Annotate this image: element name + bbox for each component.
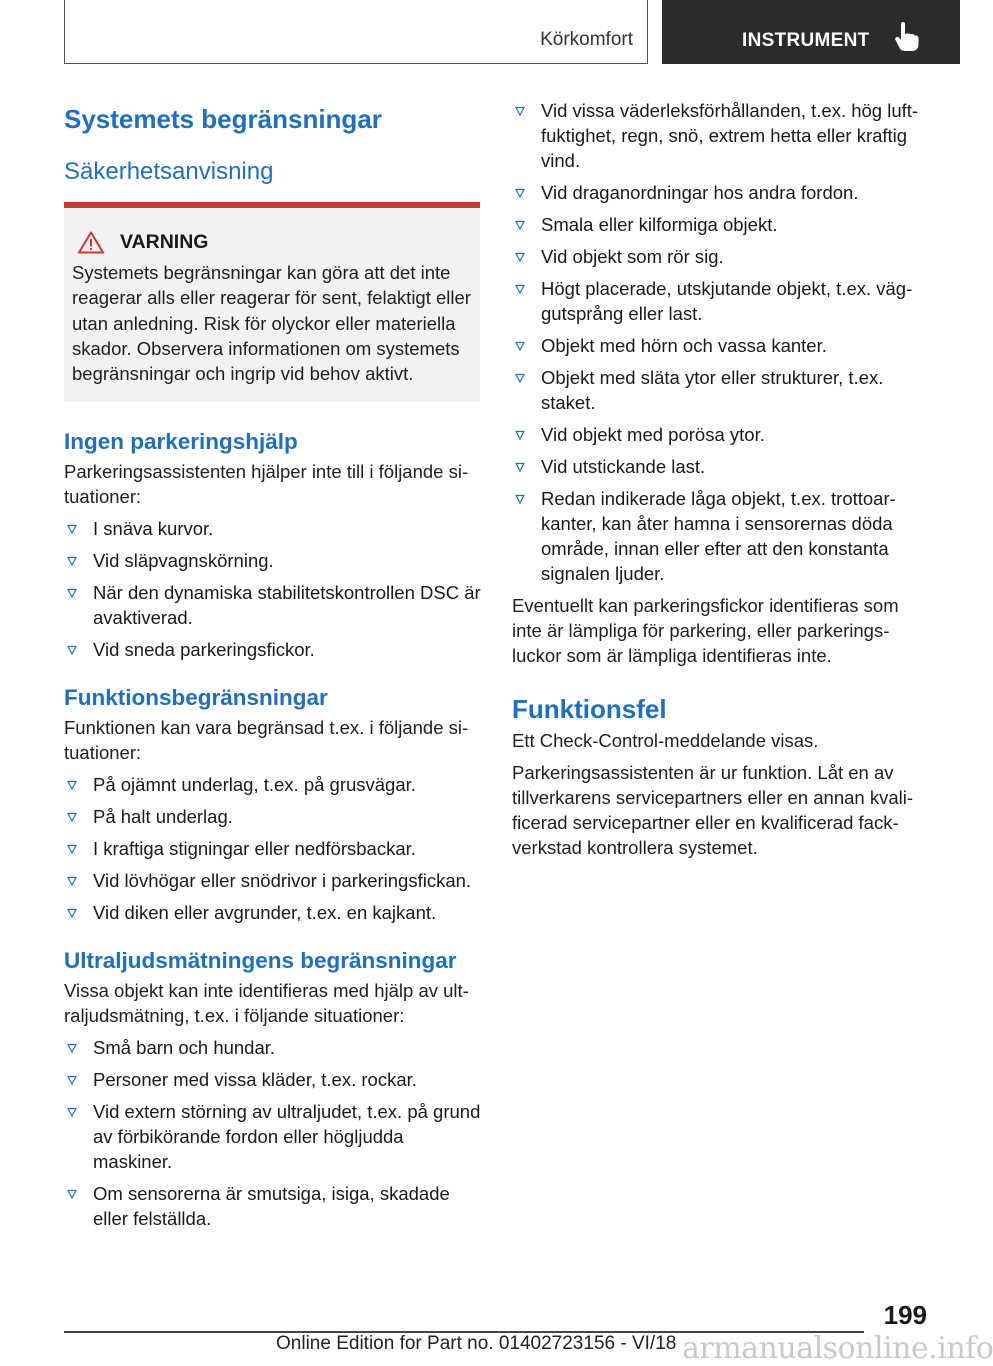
bullet-triangle-icon [67, 1107, 77, 1117]
section-heading-function-limits: Funktionsbegränsningar [64, 685, 328, 711]
list-function-limits [64, 772, 482, 925]
bullet-triangle-icon [67, 780, 77, 790]
malfunction-paragraph-1: Ett Check-Control-meddelande visas. [512, 730, 819, 751]
section-heading-malfunction: Funktionsfel [512, 694, 667, 724]
right-column [512, 98, 928, 860]
warning-label: VARNING [120, 230, 209, 253]
safety-subtitle: Säkerhetsanvisning [64, 158, 274, 185]
header-chapter-label: INSTRUMENT [742, 30, 870, 51]
bullet-triangle-icon [515, 284, 525, 294]
bullet-triangle-icon [515, 220, 525, 230]
bullet-triangle-icon [67, 556, 77, 566]
warning-triangle-icon [78, 231, 104, 254]
left-column [64, 100, 482, 1231]
list-item: Vid utstickande last. [512, 454, 928, 479]
footer-edition: Online Edition for Part no. 01402723156 - VI/18 [276, 1333, 677, 1354]
list-item: Objekt med hörn och vassa kanter. [512, 333, 928, 358]
header-section-label: Körkomfort [540, 29, 633, 50]
warning-text: Systemets begränsningar kan göra att det inte reagerar alls eller reagerar för sent, felaktigt eller utan anledning. Risk för olyckor eller materiella skador. Observera informationen om systemets begränsningar och ingrip vid behov aktivt. [72, 262, 471, 385]
list-item: Vid släpvagnskörning. [64, 548, 482, 573]
after-list-paragraph: Eventuellt kan parkeringsfickor identifieras som inte är lämpliga för parkering, eller parkeringsluckor som är lämpliga identifieras inte. [512, 595, 899, 666]
list-item: På halt underlag. [64, 804, 482, 829]
malfunction-paragraph-2: Parkeringsassistenten är ur funktion. Låt en av tillverkarens servicepartners eller en annan kvalificerad servicepartner eller en kvalificerad fackverkstad kontrollera systemet. [512, 762, 914, 858]
list-item: Vid objekt som rör sig. [512, 244, 928, 269]
bullet-triangle-icon [67, 1075, 77, 1085]
section-intro-function-limits: Funktionen kan vara begränsad t.ex. i följande situationer: [64, 717, 469, 764]
list-item: Vid diken eller avgrunder, t.ex. en kajkant. [64, 900, 482, 925]
bullet-triangle-icon [67, 588, 77, 598]
list-item: Vid extern störning av ultraljudet, t.ex. på grund av förbikörande fordon eller högljudda maskiner. [64, 1099, 482, 1174]
bullet-triangle-icon [67, 645, 77, 655]
list-item: Objekt med släta ytor eller strukturer, t.ex. staket. [512, 365, 928, 415]
bullet-triangle-icon [515, 430, 525, 440]
list-item: Personer med vissa kläder, t.ex. rockar. [64, 1067, 482, 1092]
list-item: Vid sneda parkeringsfickor. [64, 637, 482, 662]
list-ultrasound-limits-continued [512, 98, 928, 586]
bullet-triangle-icon [67, 1043, 77, 1053]
list-item: I kraftiga stigningar eller nedförsbackar. [64, 836, 482, 861]
list-item: Vid vissa väderleksförhållanden, t.ex. hög luftfuktighet, regn, snö, extrem hetta eller kraftig vind. [512, 98, 928, 173]
bullet-triangle-icon [515, 252, 525, 262]
bullet-triangle-icon [515, 188, 525, 198]
bullet-triangle-icon [515, 373, 525, 383]
bullet-triangle-icon [67, 524, 77, 534]
bullet-triangle-icon [67, 1189, 77, 1199]
warning-box [64, 202, 480, 402]
list-item: När den dynamiska stabilitetskontrollen DSC är avaktiverad. [64, 580, 482, 630]
list-item: Högt placerade, utskjutande objekt, t.ex. väggutsprång eller last. [512, 276, 928, 326]
section-intro-no-parking-aid: Parkeringsassistenten hjälper inte till i följande situationer: [64, 461, 469, 508]
header-section-tab [64, 0, 648, 64]
watermark: armanualsonline.info [682, 1331, 993, 1366]
bullet-triangle-icon [67, 812, 77, 822]
list-item: Redan indikerade låga objekt, t.ex. trottoarkanter, kan åter hamna i sensorernas döda område, innan eller efter att den konstanta signalen ljuder. [512, 486, 928, 586]
section-intro-ultrasound-limits: Vissa objekt kan inte identifieras med hjälp av ultraljudsmätning, t.ex. i följande situationer: [64, 980, 469, 1027]
bullet-triangle-icon [67, 844, 77, 854]
list-item: I snäva kurvor. [64, 516, 482, 541]
list-ultrasound-limits [64, 1035, 482, 1231]
bullet-triangle-icon [515, 341, 525, 351]
page-number: 199 [883, 1300, 927, 1330]
bullet-triangle-icon [67, 876, 77, 886]
bullet-triangle-icon [515, 494, 525, 504]
bullet-triangle-icon [515, 106, 525, 116]
list-no-parking-aid [64, 516, 482, 662]
list-item: Vid draganordningar hos andra fordon. [512, 180, 928, 205]
bullet-triangle-icon [67, 908, 77, 918]
bullet-triangle-icon [515, 462, 525, 472]
list-item: Vid lövhögar eller snödrivor i parkeringsfickan. [64, 868, 482, 893]
list-item: Om sensorerna är smutsiga, isiga, skadade eller felställda. [64, 1181, 482, 1231]
section-heading-no-parking-aid: Ingen parkeringshjälp [64, 429, 298, 455]
list-item: Smala eller kilformiga objekt. [512, 212, 928, 237]
list-item: Vid objekt med porösa ytor. [512, 422, 928, 447]
list-item: På ojämnt underlag, t.ex. på grusvägar. [64, 772, 482, 797]
page-title: Systemets begränsningar [64, 104, 382, 134]
section-heading-ultrasound-limits: Ultraljudsmätningens begränsningar [64, 948, 457, 974]
pointing-hand-icon [894, 22, 920, 52]
list-item: Små barn och hundar. [64, 1035, 482, 1060]
